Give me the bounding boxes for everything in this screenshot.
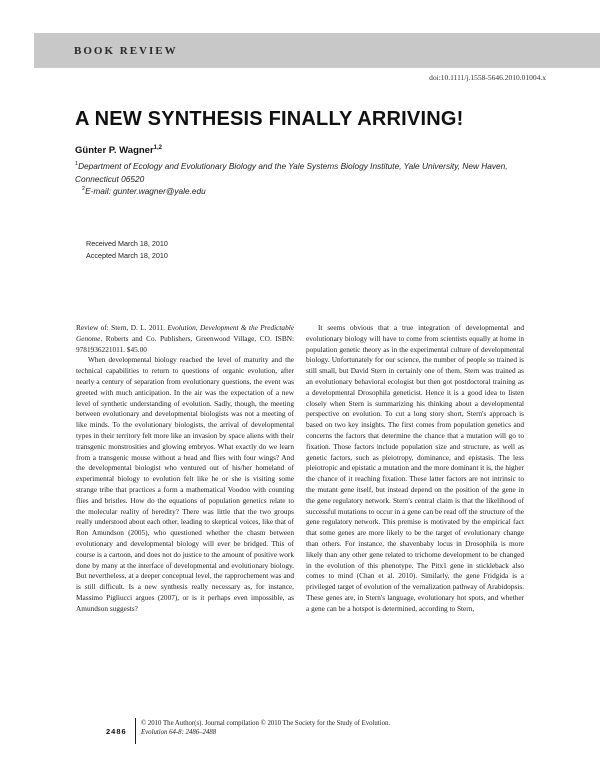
section-label: BOOK REVIEW — [74, 45, 178, 57]
body-column-left — [76, 323, 294, 615]
body-paragraph-right: It seems obvious that a true integration of developmental and evolutionary biology will have to come from scientists equally at home in population genetic theory as in the experimental culture of developmental biology. Unfortunately for our science, the number of people so trained is still small, but David Stern in certainly one of them. Stern was trained as an evolutionary behavioral ecologist but then got postdoctoral training as a developmental Drosophila geneticist. Hence it is a good idea to listen closely when Stern is summarizing his thinking about a developmental perspective on evolution. To cut a long story short, Stern's approach is based on two key insights. The first comes from population genetics and concerns the factors that determine the chance that a mutation will go to fixation. Those factors include population size and structure, as well as genetic factors, such as pleiotropy, dominance, and epistasis. The less pleiotropic and epistatic a mutation and the more dominant it is, the higher the chance of it reaching fixation. These latter factors are not intrinsic to the mutant gene itself, but instead depend on the position of the gene in the gene regulatory network. Stern's central claim is that the likelihood of successful mutations to occur in a gene can be read off the structure of the gene regulatory network. This premise is motivated by the empirical fact that some genes are more likely to be the target of evolutionary change than others. For instance, the shavenbaby locus in Drosophila is more likely than any other gene related to trichome development to be changed in the evolution of this phenotype. The Pitx1 gene in stickleback also comes to mind (Chan et al. 2010). Similarly, the gene Fridgida is a privileged target of evolution of the vernalization pathway of Arabidopsis. These genes are, in Stern's language, evolutionary hot spots, and whether a gene can be a hotspot is determined, according to Stern, — [306, 323, 524, 613]
footer-divider — [135, 718, 136, 744]
review-ref-pre: Review of: Stern, D. L. 2011. — [76, 323, 168, 332]
body-paragraph-left: When developmental biology reached the level of maturity and the technical capabilities to return to questions of organic evolution, after nearly a century of separation from evolutionary questions, the event was greeted with much anticipation. In the air was the expectation of a new level of synthetic understanding of evolution. Sadly, though, the meeting between evolutionary and developmental biologists was not a meeting of like minds. To the evolutionary biologists, the arrival of developmental types in their territory felt more like an invasion by space aliens with their transgenic monstrosities and glowing embryos. What exactly do we learn from a transgenic mouse without a head and flies with four wings? And the developmental biologist who ventured out of his/her homeland of experimental biology to evolution felt like he or she is visiting some strange tribe that practices a form a mathematical Voodoo with counting flies and bristles. How do the equations of population genetics relate to the molecular reality of heredity? There was little that the two groups really understood about each other, leading to skeptical voices, like that of Ron Amundson (2005), who questioned whether the chasm between evolutionary and developmental biology will ever be bridged. This of course is a cartoon, and does not do justice to the amount of positive work done by many at the interface of developmental and evolutionary biology. But nevertheless, at a deeper conceptual level, the rapprochement was and is still difficult. Is a new synthesis really necessary as, for instance, Massimo Pigliucci argues (2007), or is it perhaps even impossible, as Amundson suggests? — [76, 355, 294, 613]
journal-citation: Evolution 64-8: 2486–2488 — [141, 729, 217, 736]
doi-text: doi:10.1111/j.1558-5646.2010.01004.x — [429, 73, 546, 82]
author-name: Günter P. Wagner — [75, 145, 154, 157]
section-header-band — [34, 33, 600, 68]
article-title: A NEW SYNTHESIS FINALLY ARRIVING! — [75, 108, 464, 130]
page-number: 2486 — [106, 727, 127, 736]
author-superscript: 1,2 — [153, 145, 162, 151]
review-reference — [76, 323, 294, 355]
received-date: Received March 18, 2010 — [86, 239, 168, 248]
article-dates — [86, 238, 168, 262]
affiliation-text: Department of Ecology and Evolutionary Biology and the Yale Systems Biology Institute, Yale University, New Haven, Connecticut 06520 — [75, 160, 508, 184]
review-ref-post: . Roberts and Co. Publishers, Greenwood Village, CO. ISBN: 9781936221011. $45.00 — [76, 333, 294, 354]
copyright-text: © 2010 The Author(s). Journal compilation © 2010 The Society for the Study of Evolution. — [141, 720, 391, 727]
email-text: E-mail: gunter.wagner@yale.edu — [85, 186, 206, 196]
email-superscript: 2 — [82, 186, 86, 193]
body-column-right — [306, 323, 524, 615]
footer-copyright-block — [141, 719, 390, 737]
affiliation — [75, 158, 535, 186]
author-line — [75, 145, 162, 156]
email-line — [82, 186, 206, 196]
review-book-title: Evolution, Development & the Predictable Genome — [76, 323, 294, 343]
affiliation-superscript: 1 — [75, 161, 79, 167]
accepted-date: Accepted March 18, 2010 — [86, 251, 168, 260]
